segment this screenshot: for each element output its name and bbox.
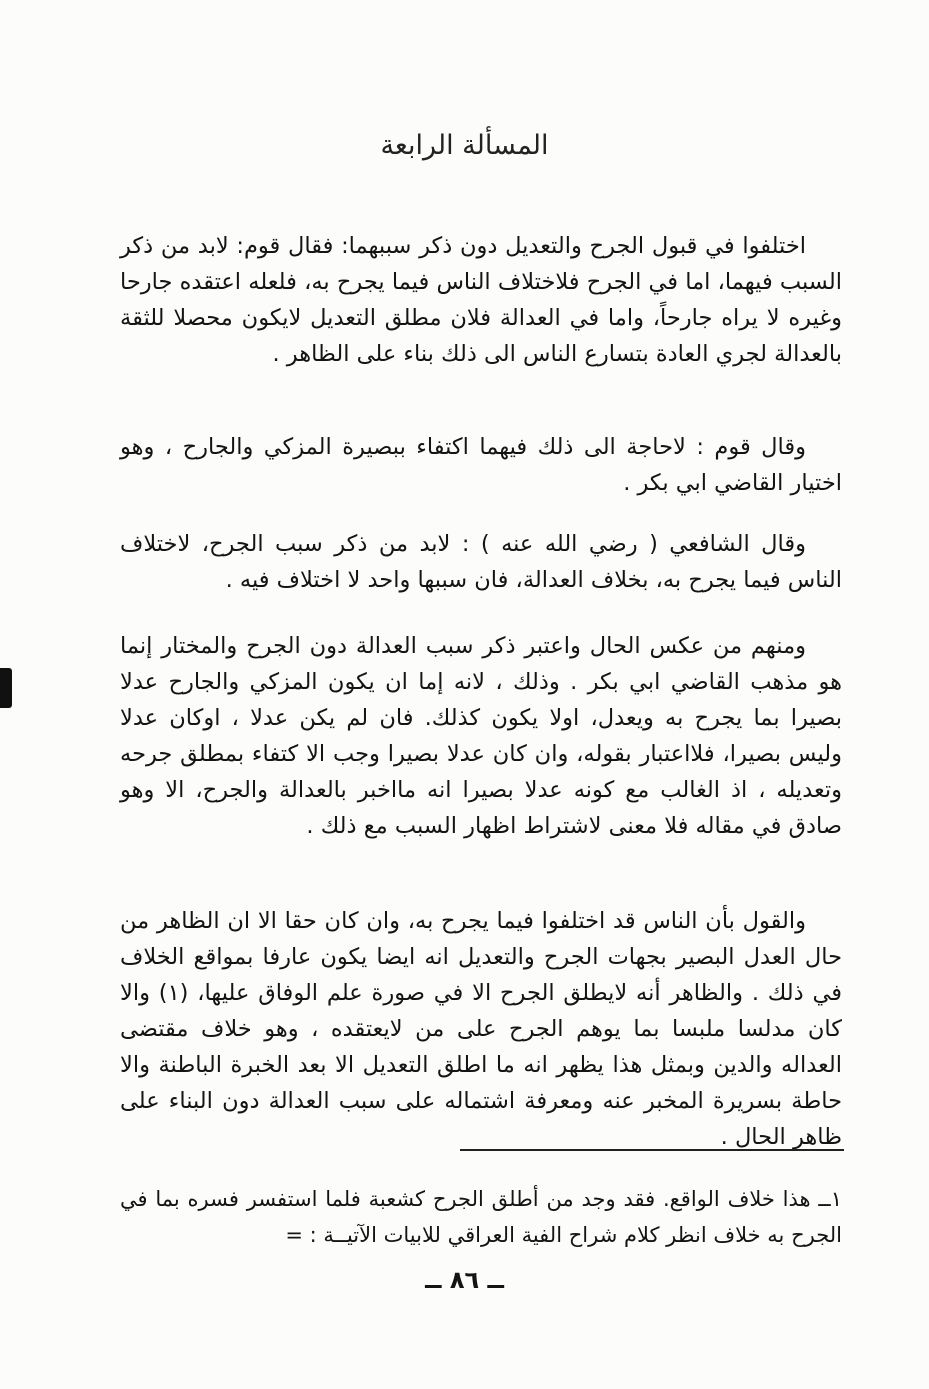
footnote-divider: [460, 1149, 844, 1151]
paragraph-4: ومنهم من عكس الحال واعتبر ذكر سبب العدالة دون الجرح والمختار إنما هو مذهب القاضي ابي بكر . وذلك ، لانه إما ان يكون المزكي والجارح عدلا بصيرا بما يجرح به ويعدل، اولا يكون كذلك. فان لم يكن عدلا ، اوكان عدلا وليس بصيرا، فلااعتبار بقوله، وان كان عدلا بصيرا وجب الا كتفاء بمطلق جرحه وتعديله ، اذ الغالب مع كونه عدلا بصيرا انه مااخبر بالعدالة والجرح، الا وهو صادق في مقاله فلا معنى لاشتراط اظهار السبب مع ذلك .: [120, 632, 842, 839]
margin-tab-mark: [0, 668, 12, 708]
paragraph-1: اختلفوا في قبول الجرح والتعديل دون ذكر سببهما: فقال قوم: لابد من ذكر السبب فيهما، اما في الجرح فلاختلاف الناس فيما يجرح به، فلعله اعتقده جارحا وغيره لا يراه جارحاً، واما في العدالة فلان مطلق التعديل لايكون محصلا للثقة بالعدالة لجري العادة بتسارع الناس الى ذلك بناء على الظاهر .: [120, 232, 842, 367]
paragraph-3: وقال الشافعي ( رضي الله عنه ) : لابد من ذكر سبب الجرح، لاختلاف الناس فيما يجرح به، بخلاف العدالة، فان سببها واحد لا اختلاف فيه .: [120, 530, 842, 593]
section-heading: المسألة الرابعة: [380, 130, 549, 161]
footnote: ١ــ هذا خلاف الواقع. فقد وجد من أطلق الجرح كشعبة فلما استفسر فسره بما في الجرح به خلاف انظر كلام شراح الفية العراقي للابيات الآتيــة : =: [120, 1187, 842, 1247]
paragraph-5: والقول بأن الناس قد اختلفوا فيما يجرح به، وان كان حقا الا ان الظاهر من حال العدل البصير بجهات الجرح والتعديل انه ايضا يكون عارفا بمواقع الخلاف في ذلك . والظاهر أنه لايطلق الجرح الا في صورة علم الوفاق عليها، (١) والا كان مدلسا ملبسا بما يوهم الجرح على من لايعتقده ، وهو خلاف مقتضى العداله والدين وبمثل هذا يظهر انه ما اطلق التعديل الا بعد الخبرة الباطنة والا حاطة بسريرة المخبر عنه ومعرفة اشتماله على سبب العدالة دون البناء على ظاهر الحال .: [120, 907, 842, 1150]
page-number: ــ ٨٦ ــ: [425, 1266, 504, 1294]
paragraph-2: وقال قوم : لاحاجة الى ذلك فيهما اكتفاء ببصيرة المزكي والجارح ، وهو اختيار القاضي ابي بكر .: [120, 433, 842, 496]
